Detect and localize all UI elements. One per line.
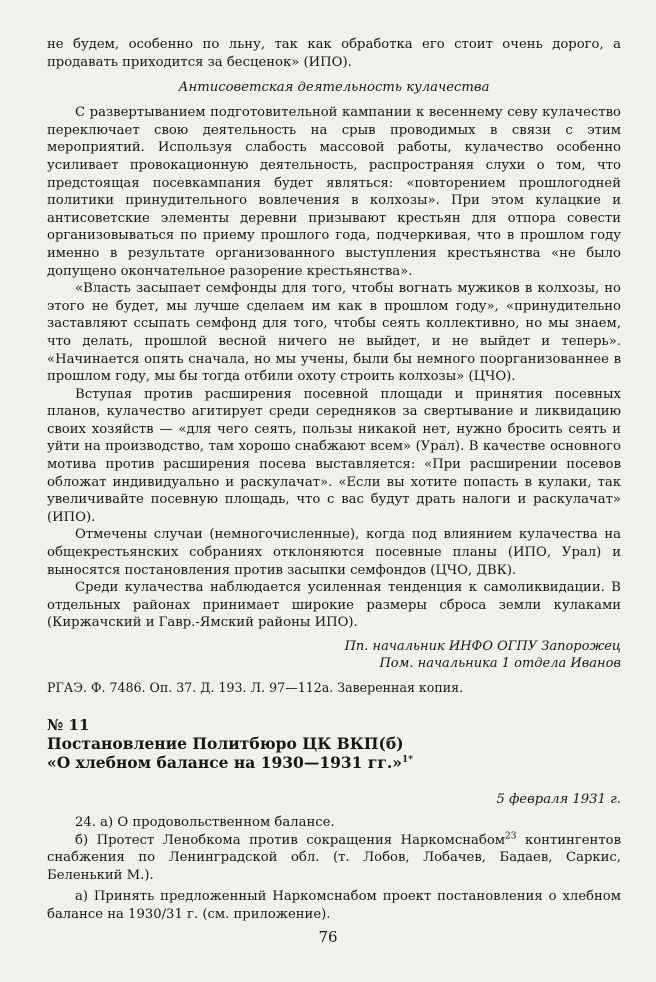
document-body [47,791,621,924]
document-title-line: Постановление Политбюро ЦК ВКП(б) [47,734,404,753]
document-title-line: «О хлебном балансе на 1930—1931 гг.»$^{1*}$ [47,753,413,772]
document-title [47,734,621,772]
signature-line: Пом. начальника 1 отдела Иванов [379,656,621,671]
page-number: 76 [318,928,338,946]
text-body [47,36,621,696]
paragraph-self-liquidation: Среди кулачества наблюдается усиленная тенденция к самоликвидации. В отдельных районах принимает широкие размеры сброса земли кулаками (Киржачский и Гавр.-Ямский районы ИПО). [47,580,621,631]
continuation-paragraph: не будем, особенно по льну, так как обработка его стоит очень дорого, а продавать приходится за бесценок» (ИПО). [47,37,621,70]
agenda-item: б) Протест Ленобкома против сокращения Наркомснабом$^{23}$ контингентов снабжения по Ленинградской обл. (т. Лобов, Лобачев, Бадаев, Саркис, Беленький М.). [47,831,622,883]
footnote-mark: 1* [401,754,413,765]
archive-source: РГАЭ. Ф. 7486. Оп. 37. Д. 193. Л. 97—112а. Заверенная копия. [47,680,464,695]
footnote-ref: 23 [505,831,517,842]
agenda-item: 24. а) О продовольственном балансе. [75,815,335,830]
paragraph-quotes: «Власть засыпает семфонды для того, чтобы вогнать мужиков в колхозы, но этого не будет, мы лучше сделаем им как в прошлом году», «принудительно заставляют ссыпать семфонд для того, чтобы сеять коллективно, но мы знаем, что делать, прошлой весной ничего не выйдет, и не выйдет и теперь». «Начинается опять сначала, но мы учены, были бы немного поорганизованнее в прошлом году, мы бы тогда отбили охоту строить колхозы» (ЦЧО). [47,281,621,385]
section-heading: Антисоветская деятельность кулачества [178,80,490,96]
signature-line: Пп. начальник ИНФО ОГПУ Запорожец [344,639,621,654]
document-header [47,716,621,772]
document-date: 5 февраля 1931 г. [496,792,621,807]
paragraph-meetings: Отмечены случаи (немногочисленные), когда под влиянием кулачества на общекрестьянских собраниях отклоняются посевные планы (ИПО, Урал) и выносятся постановления против засыпки семфондов (ЦЧО, ДВК). [47,527,621,578]
document-number: № 11 [47,716,90,734]
paragraph-sowing-area: Вступая против расширения посевной площади и принятия посевных планов, кулачество агитирует среди середняков за свертывание и ликвидацию своих хозяйств — «для чего сеять, пользы никакой нет, нужно бросить сеять и уйти на производство, там хорошо снабжают всем» (Урал). В качестве основного мотива против расширения посева выставляется: «При расширении посевов обложат индивидуально и раскулачат». «Если вы хотите попасть в кулаки, так увеличивайте посевную площадь, что с вас будут драть налоги и раскулачат» (ИПО). [47,386,621,525]
paragraph-kulak-campaign: С развертыванием подготовительной кампании к весеннему севу кулачество переключает свою деятельность на срыв проводимых в связи с этим мероприятий. Используя слабость массовой работы, кулачество особенно усиливает провокационную деятельность, распространяя слухи о том, что предстоящая посевкампания будет являться: «повторением прошлогодней политики принудительного вовлечения в колхозы». При этом кулацкие и антисоветские элементы деревни призывают крестьян для отпора совести организовываться по приему прошлого года, подчеркивая, что в прошлом году именно в результате организованного выступления крестьянства «не было допущено окончательное разорение крестьянства». [47,105,621,279]
resolution-text: а) Принять предложенный Наркомснабом проект постановления о хлебном балансе на 1930/31 г. (см. приложение). [47,889,621,922]
